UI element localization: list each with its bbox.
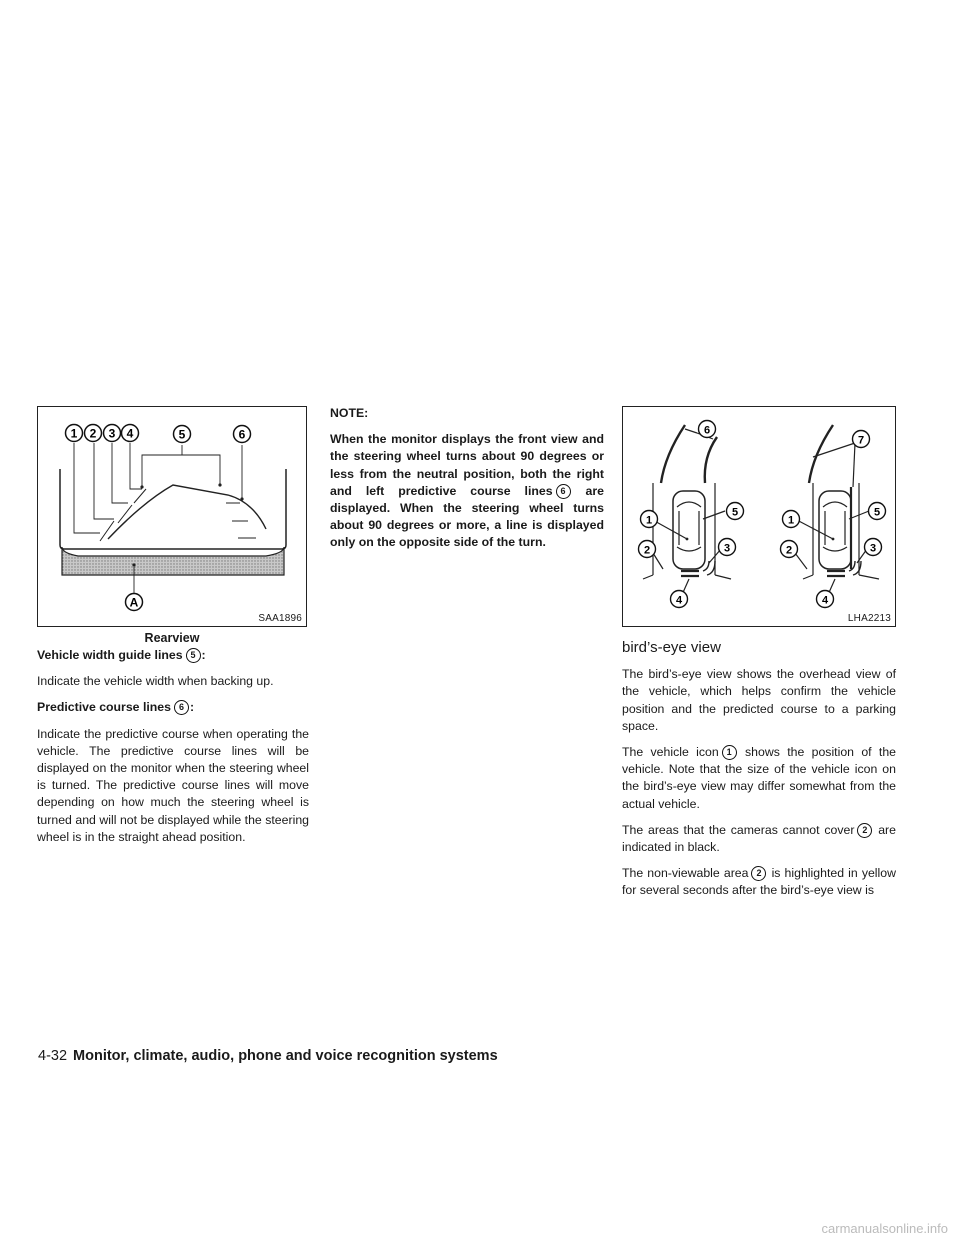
- rearview-callout-A: [126, 594, 143, 611]
- svg-text:3: 3: [723, 542, 731, 555]
- birdseye-left-callout-1: [641, 511, 658, 528]
- birdseye-left-callout-4: [671, 591, 688, 608]
- rearview-callout-6: [234, 426, 251, 443]
- vehicle-icon-paragraph: The vehicle icon 1 shows the position of the vehicle. Note that the size of the vehicle icon on the bird’s-eye view may differ somewhat from the actual vehicle.: [622, 745, 896, 811]
- watermark: carmanualsonline.info: [821, 1221, 948, 1236]
- note-heading: NOTE:: [330, 406, 369, 420]
- camera-cover-paragraph: The areas that the cameras cannot cover 2 are indicated in black.: [622, 822, 896, 855]
- callout-badge-6: 6: [556, 484, 571, 499]
- vehicle-width-heading: Vehicle width guide lines 5 :: [37, 648, 206, 662]
- page-footer: [38, 1048, 498, 1064]
- svg-text:4: 4: [675, 594, 683, 607]
- right-column: [622, 639, 896, 909]
- svg-text:2: 2: [89, 426, 97, 441]
- non-viewable-paragraph: The non-viewable area 2 is highlighted in yellow for several seconds after the bird’s-eye view is: [622, 866, 896, 898]
- svg-text:5: 5: [873, 506, 881, 519]
- vehicle-width-desc: Indicate the vehicle width when backing up.: [37, 674, 274, 689]
- svg-text:4: 4: [126, 426, 134, 441]
- birdseye-figure: [622, 406, 896, 627]
- birdseye-heading: bird’s-eye view: [622, 639, 721, 656]
- birdseye-right-callout-4: [817, 591, 834, 608]
- svg-text:5: 5: [178, 427, 186, 442]
- birdseye-right-callout-2: [781, 541, 798, 558]
- rearview-callout-3: [104, 425, 121, 442]
- svg-text:6: 6: [703, 424, 711, 437]
- callout-badge-6: 6: [174, 700, 189, 715]
- svg-text:2: 2: [785, 544, 793, 557]
- note-body: When the monitor displays the front view and the steering wheel turns about 90 degrees or less from the neutral position, both the right and left predictive course lines 6 are displayed. When the steering wheel turns about 90 degrees or more, a line is displayed only on the opposite side of the turn.: [330, 432, 604, 550]
- svg-text:1: 1: [787, 514, 795, 527]
- rearview-callout-1: [66, 425, 83, 442]
- page-number: 4-32: [38, 1048, 68, 1064]
- rearview-figure: [37, 406, 307, 627]
- birdseye-intro: The bird’s-eye view shows the overhead view of the vehicle, which helps confirm the vehicle position and the predicted course to a parking space.: [622, 667, 896, 733]
- callout-badge-5: 5: [186, 648, 201, 663]
- svg-text:2: 2: [643, 544, 651, 557]
- birdseye-right-callout-5: [869, 503, 886, 520]
- svg-text:3: 3: [869, 542, 877, 555]
- birdseye-right-callout-1: [783, 511, 800, 528]
- bumper-area: [62, 547, 284, 575]
- birdseye-figure-code: LHA2213: [847, 613, 891, 624]
- callout-badge-1: 1: [722, 745, 737, 760]
- svg-text:1: 1: [70, 426, 78, 441]
- birdseye-left-callout-6: [699, 421, 716, 438]
- birdseye-left-callout-3: [719, 539, 736, 556]
- callout-badge-2: 2: [751, 866, 766, 881]
- birdseye-right-callout-3: [865, 539, 882, 556]
- rearview-diagram: [38, 407, 306, 626]
- middle-column: [330, 405, 604, 561]
- birdseye-left-callout-2: [639, 541, 656, 558]
- left-column: [37, 647, 309, 855]
- svg-text:1: 1: [645, 514, 653, 527]
- rearview-caption: Rearview: [144, 631, 200, 645]
- svg-text:6: 6: [238, 427, 246, 442]
- chapter-title: Monitor, climate, audio, phone and voice recognition systems: [73, 1048, 498, 1064]
- svg-text:3: 3: [108, 426, 116, 441]
- rearview-callout-2: [85, 425, 102, 442]
- svg-text:7: 7: [857, 434, 865, 447]
- birdseye-diagram: [623, 407, 895, 626]
- rearview-callout-4: [122, 425, 139, 442]
- callout-badge-2: 2: [857, 823, 872, 838]
- rearview-callout-5: [174, 426, 191, 443]
- svg-text:5: 5: [731, 506, 739, 519]
- predictive-heading: Predictive course lines 6 :: [37, 700, 195, 715]
- svg-text:4: 4: [821, 594, 829, 607]
- svg-text:A: A: [129, 595, 139, 610]
- birdseye-left-callout-5: [727, 503, 744, 520]
- birdseye-right-callout-7: [853, 431, 870, 448]
- rearview-figure-code: SAA1896: [258, 613, 302, 624]
- predictive-desc: Indicate the predictive course when operating the vehicle. The predictive course lines will be displayed on the monitor when the steering wheel is turned. The predictive course lines will move depending on how much the steering wheel is turned and will not be displayed while the steering wheel is in the straight ahead position.: [37, 726, 309, 844]
